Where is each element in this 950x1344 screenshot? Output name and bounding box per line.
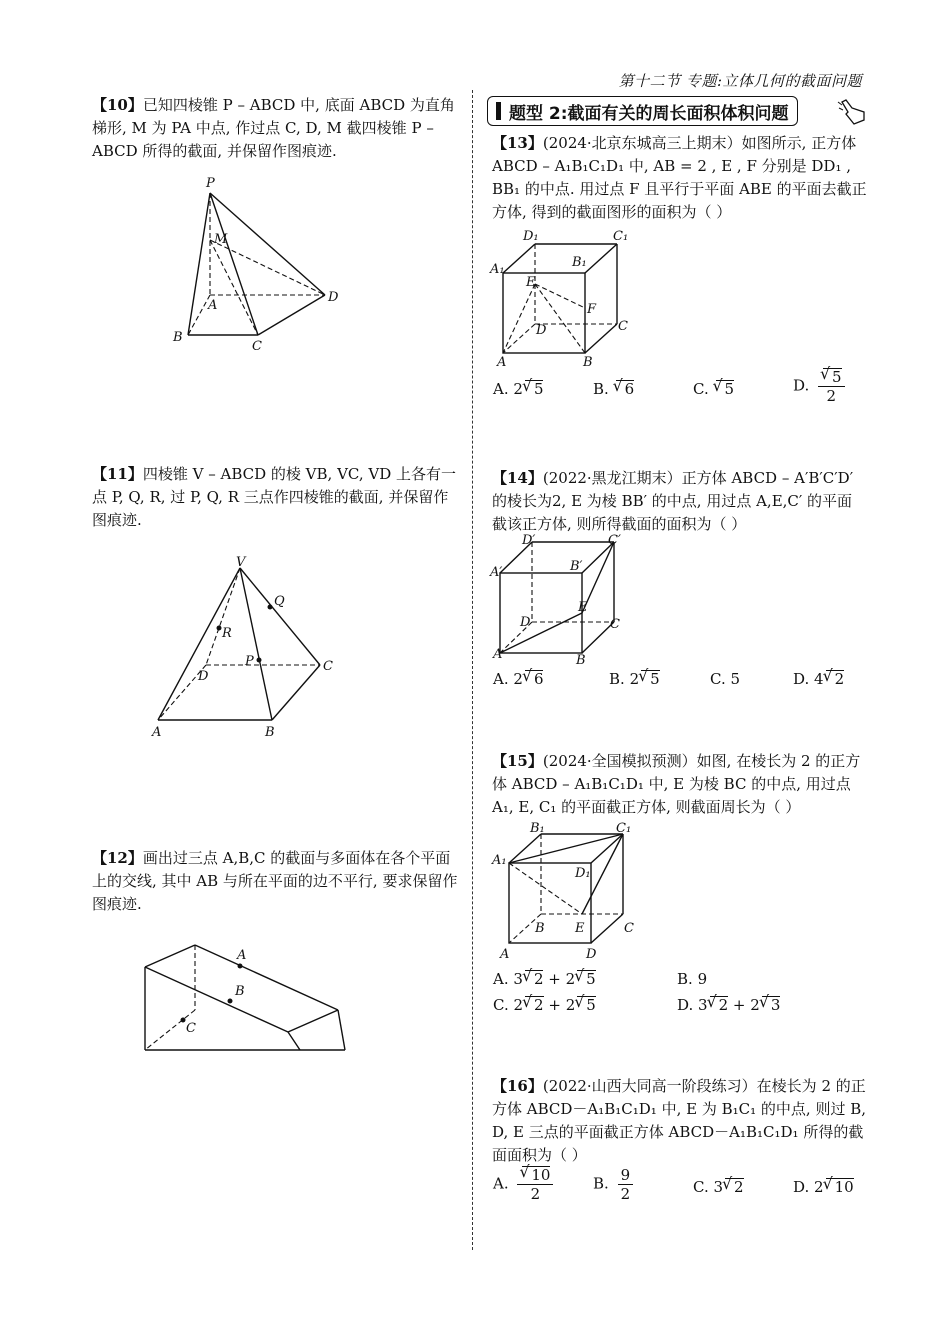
vertex-label: C₁ xyxy=(616,821,632,836)
option-a[interactable]: A. 3√ 2 + 2√ 5 xyxy=(493,970,596,988)
column-divider xyxy=(472,90,473,1250)
vertex-label: A₁ xyxy=(490,262,505,277)
question-11 xyxy=(92,463,462,532)
vertex-label: A xyxy=(500,947,510,962)
vertex-label: D xyxy=(520,615,531,630)
question-number: 【14】 xyxy=(492,469,543,487)
vertex-label: A xyxy=(208,298,218,313)
question-14 xyxy=(492,467,867,536)
point-label: F xyxy=(587,302,597,317)
question-13 xyxy=(492,132,867,224)
question-number: 【13】 xyxy=(492,134,543,152)
vertex-label: B xyxy=(576,653,586,668)
question-16 xyxy=(492,1075,867,1167)
figure-pyramid-11 xyxy=(150,555,350,745)
section-tag xyxy=(487,96,798,126)
vertex-label: D xyxy=(328,290,339,305)
vertex-label: C xyxy=(624,921,634,936)
vertex-label: D xyxy=(586,947,597,962)
pointing-hand-icon xyxy=(836,98,868,128)
question-text: 画出过三点 A,B,C 的截面与多面体在各个平面上的交线, 其中 AB 与所在平面的边不平行, 要求保留作图痕迹. xyxy=(92,849,458,913)
vertex-label: B₁ xyxy=(572,255,587,270)
tag-bar xyxy=(496,102,501,120)
vertex-label: D xyxy=(198,669,209,684)
vertex-label: D₁ xyxy=(575,866,591,881)
option-c[interactable]: C. 2√ 2 + 2√ 5 xyxy=(493,996,596,1014)
point-label: B xyxy=(235,984,245,999)
option-c[interactable]: C. 5 xyxy=(710,670,741,688)
point-label: E xyxy=(526,275,536,290)
vertex-label: P xyxy=(206,176,215,191)
page-header: 第十二节 专题:立体几何的截面问题 xyxy=(618,72,862,90)
figure-prism-12 xyxy=(140,940,355,1060)
vertex-label: D xyxy=(536,323,547,338)
question-text: (2024·北京东城高三上期末）如图所示, 正方体 ABCD – A₁B₁C₁D₁ 中, AB = 2 , E , F 分别是 DD₁ , BB₁ 的中点. 用过点 F 且平行于平面 ABE 的平面去截正方体, 得到的截面图形的面积为（ ） xyxy=(492,134,867,221)
vertex-label: B xyxy=(535,921,545,936)
question-text: (2022·黑龙江期末）正方体 ABCD – A′B′C′D′ 的棱长为2, E 为棱 BB′ 的中点, 用过点 A,E,C′ 的平面截该正方体, 则所得截面的面积为（ ） xyxy=(492,469,854,533)
point-label: Q xyxy=(274,594,285,609)
option-d[interactable]: D. √ $\frac{5}{2}$ xyxy=(793,368,845,405)
point-label: E xyxy=(575,921,585,936)
vertex-label: C xyxy=(252,339,262,354)
option-a[interactable]: A. √ $\frac{10}{2}$ xyxy=(493,1166,553,1203)
vertex-label: V xyxy=(236,555,246,570)
vertex-label: A₁ xyxy=(492,853,507,868)
vertex-label: A′ xyxy=(490,565,503,580)
vertex-label: B′ xyxy=(570,559,583,574)
option-a[interactable]: A. 2√ 6 xyxy=(493,670,543,688)
vertex-label: M xyxy=(214,232,228,247)
option-b[interactable]: B. 9 xyxy=(677,970,708,988)
question-12 xyxy=(92,847,462,916)
question-number: 【11】 xyxy=(92,465,143,483)
vertex-label: D′ xyxy=(522,533,536,548)
question-number: 【12】 xyxy=(92,849,143,867)
vertex-label: A xyxy=(493,647,503,662)
vertex-label: D₁ xyxy=(523,229,539,244)
option-c[interactable]: C. 3√ 2 xyxy=(693,1178,744,1196)
point-label: R xyxy=(222,626,232,641)
figure-pyramid-10 xyxy=(170,175,360,355)
question-text: 四棱锥 V – ABCD 的棱 VB, VC, VD 上各有一点 P, Q, R, 过 P, Q, R 三点作四棱锥的截面, 并保留作图痕迹. xyxy=(92,465,457,529)
option-d[interactable]: D. 4√ 2 xyxy=(793,670,844,688)
figure-cube-13 xyxy=(490,228,640,368)
question-10 xyxy=(92,94,462,163)
section-tag-label: 题型 2:截面有关的周长面积体积问题 xyxy=(509,103,789,124)
point-label: E xyxy=(578,600,588,615)
option-a[interactable]: A. 2√ 5 xyxy=(493,380,543,398)
question-number: 【16】 xyxy=(492,1077,543,1095)
question-text: (2022·山西大同高一阶段练习）在棱长为 2 的正方体 ABCD－A₁B₁C₁D₁ 中, E 为 B₁C₁ 的中点, 则过 B, D, E 三点的平面截正方体 ABCD－A₁B₁C₁D₁ 所得的截面面积为（ ） xyxy=(492,1077,866,1164)
vertex-label: C₁ xyxy=(613,229,629,244)
vertex-label: B₁ xyxy=(530,821,545,836)
option-b[interactable]: B. $\frac{9}{2}$ xyxy=(593,1166,633,1203)
vertex-label: B xyxy=(173,330,183,345)
question-number: 【15】 xyxy=(492,752,543,770)
vertex-label: C xyxy=(618,319,628,334)
vertex-label: B xyxy=(583,355,593,370)
vertex-label: C xyxy=(610,617,620,632)
figure-cube-14 xyxy=(490,532,640,667)
vertex-label: C′ xyxy=(608,533,621,548)
question-15 xyxy=(492,750,867,819)
point-label: A xyxy=(237,948,247,963)
point-label: P xyxy=(245,654,254,669)
vertex-label: C xyxy=(323,659,333,674)
vertex-label: B xyxy=(265,725,275,740)
option-c[interactable]: C. √ 5 xyxy=(693,380,734,398)
question-number: 【10】 xyxy=(92,96,143,114)
figure-cube-15 xyxy=(490,822,640,962)
vertex-label: A xyxy=(497,355,507,370)
question-text: 已知四棱锥 P – ABCD 中, 底面 ABCD 为直角梯形, M 为 PA 中点, 作过点 C, D, M 截四棱锥 P – ABCD 所得的截面, 并保留作图痕迹. xyxy=(92,96,455,160)
vertex-label: A xyxy=(152,725,162,740)
option-d[interactable]: D. 3√ 2 + 2√ 3 xyxy=(677,996,780,1014)
option-d[interactable]: D. 2√ 10 xyxy=(793,1178,854,1196)
point-label: C xyxy=(186,1021,196,1036)
question-text: (2024·全国模拟预测）如图, 在棱长为 2 的正方体 ABCD – A₁B₁C₁D₁ 中, E 为棱 BC 的中点, 用过点 A₁, E, C₁ 的平面截正方体, 则截面周长为（ ） xyxy=(492,752,861,816)
option-b[interactable]: B. 2√ 5 xyxy=(609,670,660,688)
option-b[interactable]: B. √ 6 xyxy=(593,380,634,398)
